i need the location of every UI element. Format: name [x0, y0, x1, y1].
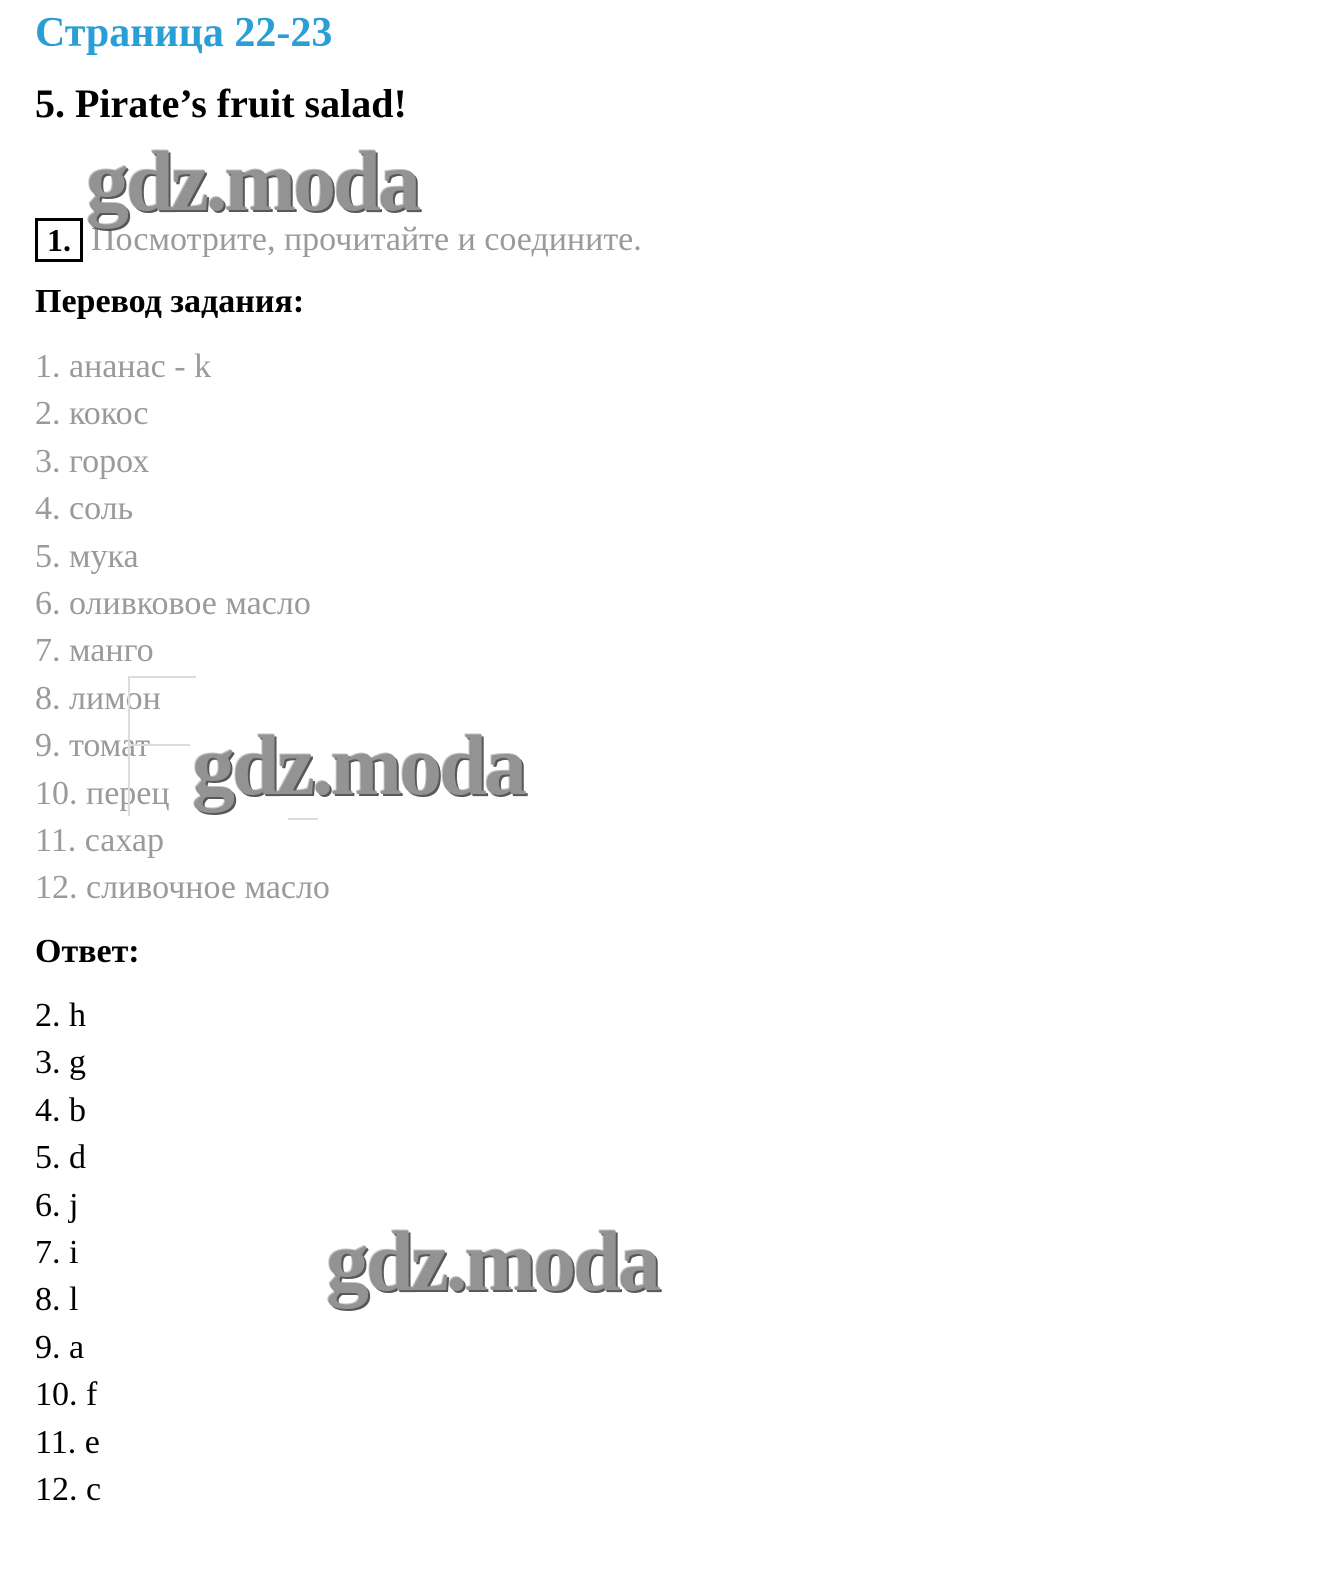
list-item: 7. i — [35, 1233, 79, 1271]
list-item: 4. b — [35, 1091, 86, 1129]
answer-heading: Ответ: — [35, 933, 140, 970]
list-item: 4. соль — [35, 490, 134, 528]
list-item: 2. h — [35, 997, 86, 1034]
list-item: 11. сахар — [35, 821, 164, 859]
task-instruction: Посмотрите, прочитайте и соедините. — [91, 221, 642, 258]
watermark-middle: gdz.moda — [192, 717, 524, 813]
list-item: 9. a — [35, 1328, 85, 1366]
list-item: 2. кокос — [35, 395, 149, 433]
task-number-box: 1. — [35, 218, 83, 262]
list-item: 7. манго — [35, 632, 154, 670]
watermark-bottom: gdz.moda — [326, 1213, 658, 1309]
list-item: 5. d — [35, 1139, 86, 1177]
list-item: 8. l — [35, 1281, 79, 1319]
list-item: 10. f — [35, 1376, 98, 1414]
list-item: 9. томат — [35, 727, 151, 765]
translation-list — [35, 343, 330, 912]
list-item: 6. j — [35, 1186, 79, 1224]
faint-dash-mark — [288, 818, 318, 820]
list-item: 3. горох — [35, 442, 150, 480]
list-item: 8. лимон — [35, 679, 161, 717]
list-item: 12. c — [35, 1470, 102, 1508]
list-item: 5. мука — [35, 537, 139, 575]
page-heading: Страница 22-23 — [35, 10, 333, 56]
watermark-top: gdz.moda — [86, 133, 418, 229]
translation-heading: Перевод задания: — [35, 283, 305, 320]
list-item: 10. перец — [35, 774, 170, 812]
list-item: 6. оливковое масло — [35, 584, 311, 622]
list-item: 1. ананас - k — [35, 348, 212, 385]
faint-bracket-mark — [128, 676, 196, 816]
list-item: 3. g — [35, 1044, 86, 1082]
list-item: 11. e — [35, 1423, 100, 1461]
answer-list — [35, 992, 101, 1513]
section-title: 5. Pirate’s fruit salad! — [35, 81, 407, 126]
list-item: 12. сливочное масло — [35, 869, 330, 907]
